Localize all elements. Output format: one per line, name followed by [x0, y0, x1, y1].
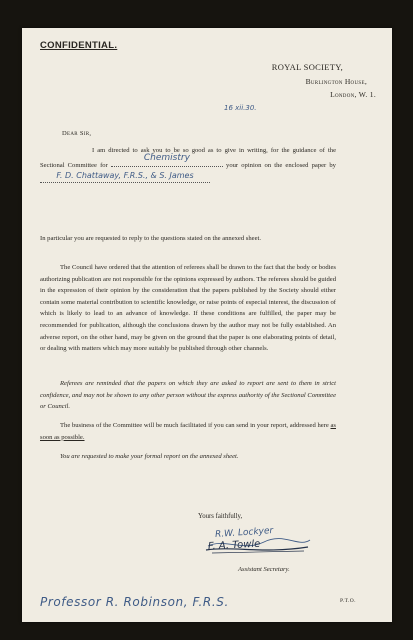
letter-date: 16 xii.30.: [224, 104, 257, 112]
committee-subject: Chemistry: [143, 153, 190, 163]
salutation: Dear Sir,: [62, 130, 92, 137]
request-text-a: I am directed to ask you to be so good as to give in writing, for the guidance of the Sectional Committee for: [40, 147, 336, 169]
paragraph-council: The Council have ordered that the attention of referees shall be drawn to the fact that the body or bodies authorizing publication are not responsible for the opinions expressed by authors. The referees should be guided in the expression of their opinion by the consideration that the papers published by the Society should either contain some material contribution to scientific knowledge, or raise points of especial interest, the discussion of which is likely to lead to an advance of knowledge. If these conditions are fulfilled, the paper may be recommended for publication, although the conclusions drawn by the author may not be fully established. An adverse report, on the other hand, may be given on the ground that the paper is one elaborating points of detail, or dealing with matters which may more suitably be published through other channels.: [40, 264, 336, 353]
confidential-heading: CONFIDENTIAL.: [40, 40, 118, 51]
address-line-1: ROYAL SOCIETY,: [271, 62, 343, 72]
addressee: Professor R. Robinson, F.R.S.: [40, 595, 229, 609]
paragraph-request: [40, 145, 336, 188]
signature-upper: R.W. Lockyer: [214, 525, 274, 541]
paragraph-questions: In particular you are requested to reply to the questions stated on the annexed sheet.: [40, 235, 262, 242]
signature-lower: F. A. Towle: [207, 538, 261, 553]
committee-field: [111, 153, 223, 167]
request-text-b: your opinion on the enclosed paper by: [226, 161, 336, 169]
paragraph-formal-report: You are requested to make your formal report on the annexed sheet.: [60, 453, 239, 460]
paper-authors: F. D. Chattaway, F.R.S., & S. James: [56, 170, 194, 180]
signatory-title: Assistant Secretary.: [238, 566, 290, 573]
business-underlined: as soon as possible.: [40, 422, 336, 441]
address-line-2: Burlington House,: [305, 77, 367, 86]
closing: Yours faithfully,: [198, 513, 243, 520]
paragraph-confidential-reminder: Referees are reminded that the papers on which they are asked to report are sent to them in strict confidence, and may not be shown to any other person without the express authority of the Sectional Committee or Council.: [40, 380, 336, 411]
business-text: The business of the Committee will be much facilitated if you can send in your report, addressed here: [60, 422, 329, 429]
paragraph-business: [40, 420, 336, 443]
authors-field: [40, 171, 210, 183]
address-line-3: London, W. 1.: [330, 90, 376, 99]
pto-marker: P.T.O.: [340, 598, 356, 604]
